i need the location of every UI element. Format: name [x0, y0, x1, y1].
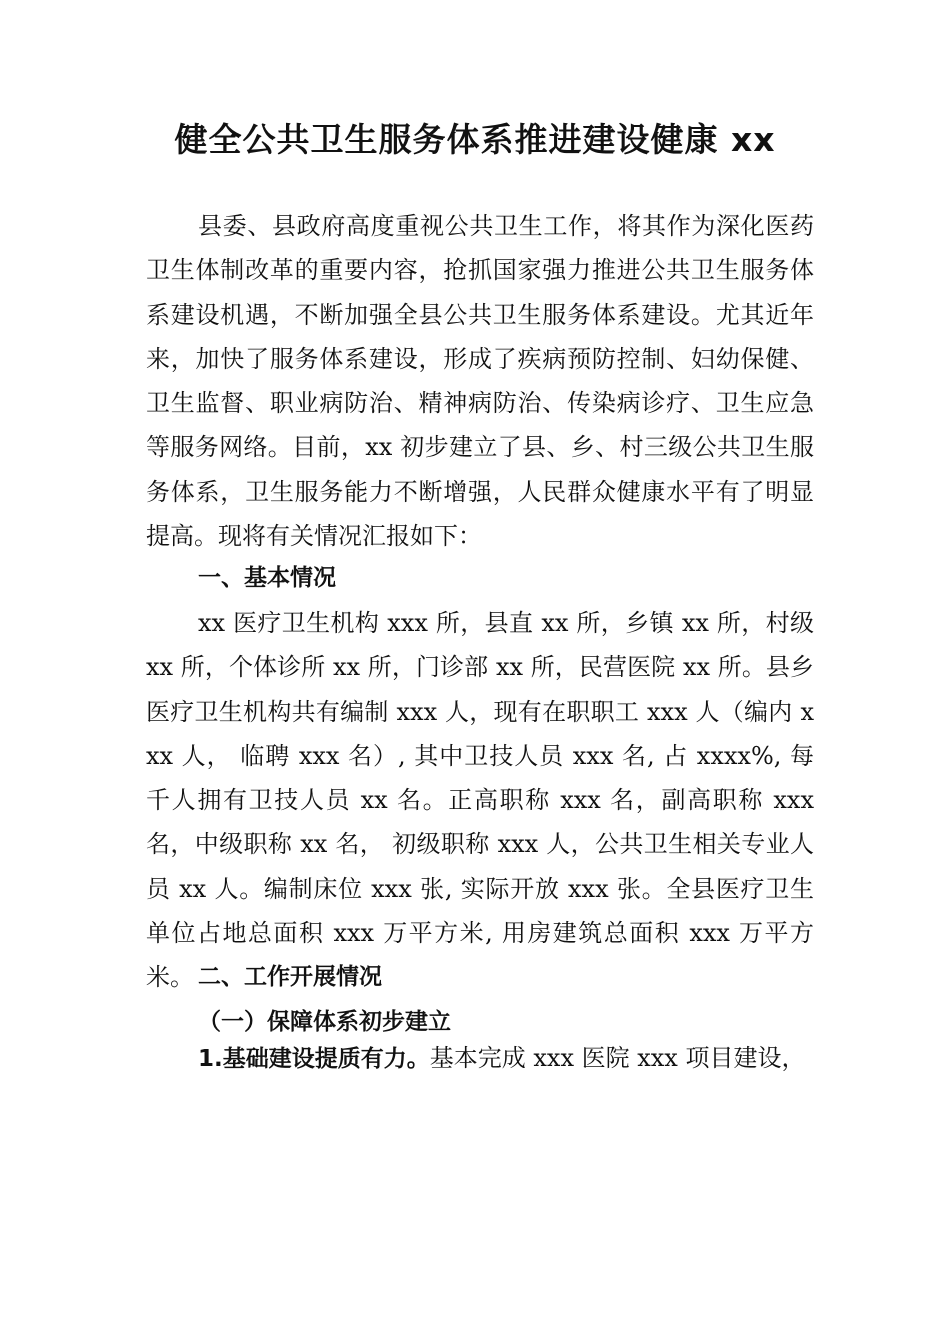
subsection-heading-support-system: （一）保障体系初步建立: [198, 1009, 451, 1035]
item-paragraph-infrastructure: [198, 1036, 823, 1081]
section-heading-work-progress: 二、工作开展情况: [198, 964, 382, 990]
basic-situation-paragraph: xx 医疗卫生机构 xxx 所，县直 xx 所，乡镇 xx 所，村级 xx 所，个体诊所 xx 所，门诊部 xx 所，民营医院 xx 所。县乡医疗卫生机构共有编制 xxx 人，现有在职职工 xxx 人（编内 xxx 人， 临聘 xxx 名）, 其中卫技人员 xxx 名, 占 xxxx%, 每千人拥有卫技人员 xx 名。正高职称 xxx 名，副高职称 xxx 名，中级职称 xx 名， 初级职称 xxx 人，公共卫生相关专业人员 xx 人。编制床位 xxx 张, 实际开放 xxx 张。全县医疗卫生单位占地总面积 xxx 万平方米, 用房建筑总面积 xxx 万平方米。: [146, 609, 814, 992]
section-heading-basic-situation: 一、基本情况: [198, 565, 336, 591]
item-body-text: 基本完成 xxx 医院 xxx 项目建设，: [429, 1044, 806, 1072]
item-lead-text: 1.基础建设提质有力。: [198, 1046, 430, 1072]
document-title: 健全公共卫生服务体系推进建设健康 xx: [174, 120, 776, 159]
intro-paragraph: 县委、县政府高度重视公共卫生工作，将其作为深化医药卫生体制改革的重要内容，抢抓国家强力推进公共卫生服务体系建设机遇，不断加强全县公共卫生服务体系建设。尤其近年来，加快了服务体系建设，形成了疾病预防控制、妇幼保健、卫生监督、职业病防治、精神病防治、传染病诊疗、卫生应急等服务网络。目前，xx 初步建立了县、乡、村三级公共卫生服务体系，卫生服务能力不断增强，人民群众健康水平有了明显提高。现将有关情况汇报如下：: [146, 212, 814, 551]
